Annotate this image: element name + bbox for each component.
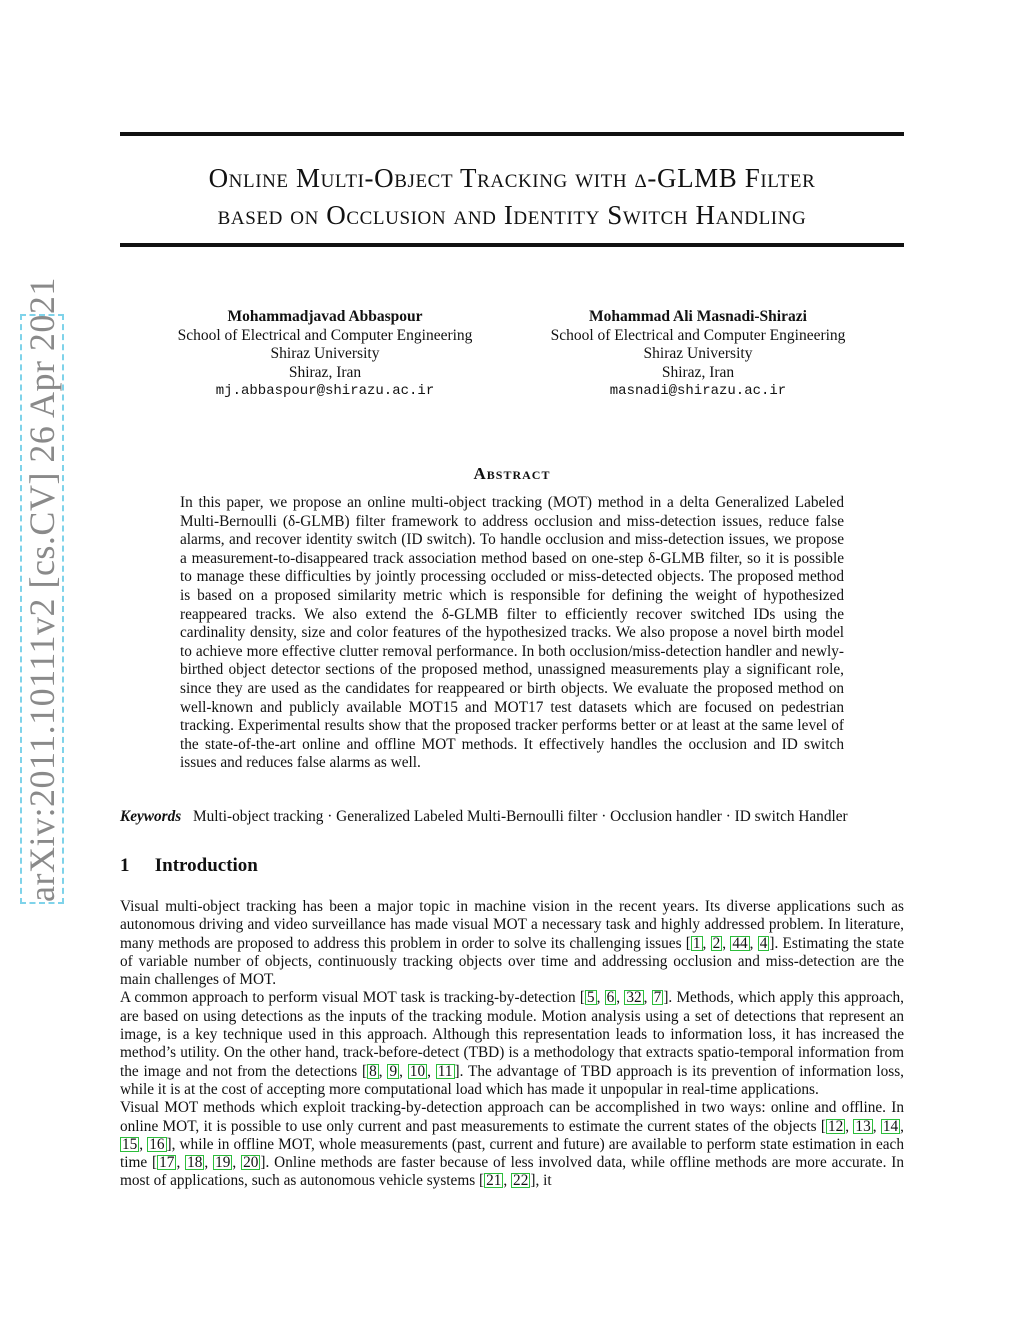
citation-link[interactable]: 13 [855, 1117, 871, 1135]
author-name: Mohammadjavad Abbaspour [227, 308, 423, 325]
keywords-label: Keywords [120, 808, 182, 825]
citation-link[interactable]: 2 [712, 934, 721, 952]
paragraph: Visual multi-object tracking has been a major topic in machine vision in the recent years. Its diverse applications such as autonomous driving and video surveillance has made visual MOT a necessary task and highly addressed problem. In literature, many methods are proposed to address this problem in order to solve its challenging issues [ 1 , 2 , 44 , 4 ]. Estimating the state of variable number of objects, continuously tracking objects over time and addressing occlusion and miss-detection are the main challenges of MOT. [120, 898, 905, 989]
author-location: Shiraz, Iran [661, 363, 735, 381]
citation-link[interactable]: 21 [486, 1172, 502, 1190]
section-heading [120, 855, 258, 877]
citation-link[interactable]: 12 [827, 1117, 844, 1135]
citation-link[interactable]: 10 [409, 1062, 426, 1080]
citation-link[interactable]: 20 [243, 1154, 259, 1172]
citation-link[interactable]: 9 [389, 1062, 398, 1080]
author-affiliation: School of Electrical and Computer Engineering [177, 326, 473, 344]
citation-link[interactable]: 4 [759, 934, 768, 952]
paragraph: Visual MOT methods which exploit tracking-by-detection approach can be accomplished in two ways: online and offline. In online MOT, it is possible to use only current and past measurements to estimate the current states of the objects [ 12 , 13 , 14 , 15 , 16 ], while in offline MOT, whole measurements (past, current and future) are available to perform state estimation in each time [ 17 , 18 , 19 , 20 ]. Online methods are faster because of less involved data, while offline methods are more accurate. In most of applications, such as autonomous vehicle systems [ 21 , 22 ], it [120, 1099, 904, 1190]
citation-link[interactable]: 14 [882, 1117, 899, 1135]
keywords-line [120, 808, 904, 826]
paragraph: A common approach to perform visual MOT task is tracking-by-detection [ 5 , 6 , 32 , 7 ]. Methods, which apply this approach, are based on using detections as the inputs of the tracking module. Motion analysis using a set of detections that represent an image, is a key technique used in this approach. Although this representation leads to information loss, it has increased the method’s utility. On the other hand, track-before-detect (TBD) is a methodology that extracts spatio-temporal information from the image and not from the detections [ 8 , 9 , 10 , 11 ]. The advantage of TBD approach is its prevention of information loss, while it is at the cost of accepting more computational load which has made it unpopular in real-time applications. [120, 989, 905, 1098]
citation-link[interactable]: 44 [732, 934, 748, 952]
citation-link[interactable]: 5 [586, 989, 595, 1007]
author-affiliation: School of Electrical and Computer Engineering [550, 326, 846, 344]
citation-link[interactable]: 16 [149, 1135, 165, 1153]
abstract-heading: Abstract [473, 464, 551, 483]
citation-link[interactable]: 8 [369, 1062, 377, 1080]
author-email[interactable]: mj.abbaspour@shirazu.ac.ir [215, 383, 435, 399]
title-rule-bottom [120, 243, 904, 247]
arxiv-identifier[interactable]: arXiv:2011.10111v2 [cs.CV] 26 Apr 2021 [22, 277, 62, 902]
citation-link[interactable]: 22 [513, 1172, 529, 1190]
title-rule-top [120, 132, 904, 136]
keywords-text: Multi-object tracking · Generalized Labeled Multi-Bernoulli filter · Occlusion handler · ID switch Handler [193, 808, 848, 825]
section-number: 1 [120, 855, 130, 876]
paper-title [120, 160, 904, 234]
title-line-2: based on Occlusion and Identity Switch Handling [217, 200, 807, 230]
author-university: Shiraz University [270, 345, 380, 362]
citation-link[interactable]: 17 [159, 1154, 175, 1172]
author-university: Shiraz University [643, 345, 753, 362]
section-title: Introduction [154, 855, 258, 876]
author-name: Mohammad Ali Masnadi-Shirazi [589, 308, 807, 325]
abstract-body: In this paper, we propose an online multi-object tracking (MOT) method in a delta Generalized Labeled Multi-Bernoulli (δ-GLMB) filter framework to address occlusion and miss-detection issues, reduce false alarms, and recover identity switch (ID switch). To handle occlusion and miss-detection issues, we propose a measurement-to-disappeared track association method based on one-step δ-GLMB filter, so it is possible to manage these difficulties by jointly processing occluded or miss-detected objects. The proposed method is based on a proposed similarity metric which is responsible for defining the weight of hypothesized reappeared tracks. We also extend the δ-GLMB filter to efficiently recover switched IDs using the cardinality density, size and color features of the hypothesized tracks. We also propose a novel birth model to achieve more effective clutter removal performance. In both occlusion/miss-detection handler and newly-birthed object detector sections of the proposed method, unassigned measurements play a significant role, since they are used as the candidates for reappeared or birth objects. We evaluate the proposed method on well-known and publicly available MOT15 and MOT17 test datasets which are focused on pedestrian tracking. Experimental results show that the proposed tracker performs better or at least at the same level of the state-of-the-art online and offline MOT methods. It effectively handles the occlusion and ID switch issues and reduces false alarms as well. [180, 494, 844, 772]
citation-link[interactable]: 11 [437, 1062, 453, 1080]
introduction-body [120, 898, 904, 1191]
author-block-1 [145, 308, 505, 401]
author-location: Shiraz, Iran [288, 363, 362, 381]
title-line-1: Online Multi-Object Tracking with δ-GLMB Filter [208, 163, 816, 193]
author-block-2 [518, 308, 878, 401]
citation-link[interactable]: 15 [122, 1135, 138, 1153]
author-email[interactable]: masnadi@shirazu.ac.ir [609, 383, 787, 399]
citation-link[interactable]: 18 [187, 1154, 203, 1172]
citation-link[interactable]: 6 [606, 989, 615, 1007]
citation-link[interactable]: 19 [215, 1154, 231, 1172]
citation-link[interactable]: 7 [653, 989, 662, 1007]
citation-link[interactable]: 1 [692, 934, 701, 952]
citation-link[interactable]: 32 [626, 989, 642, 1007]
